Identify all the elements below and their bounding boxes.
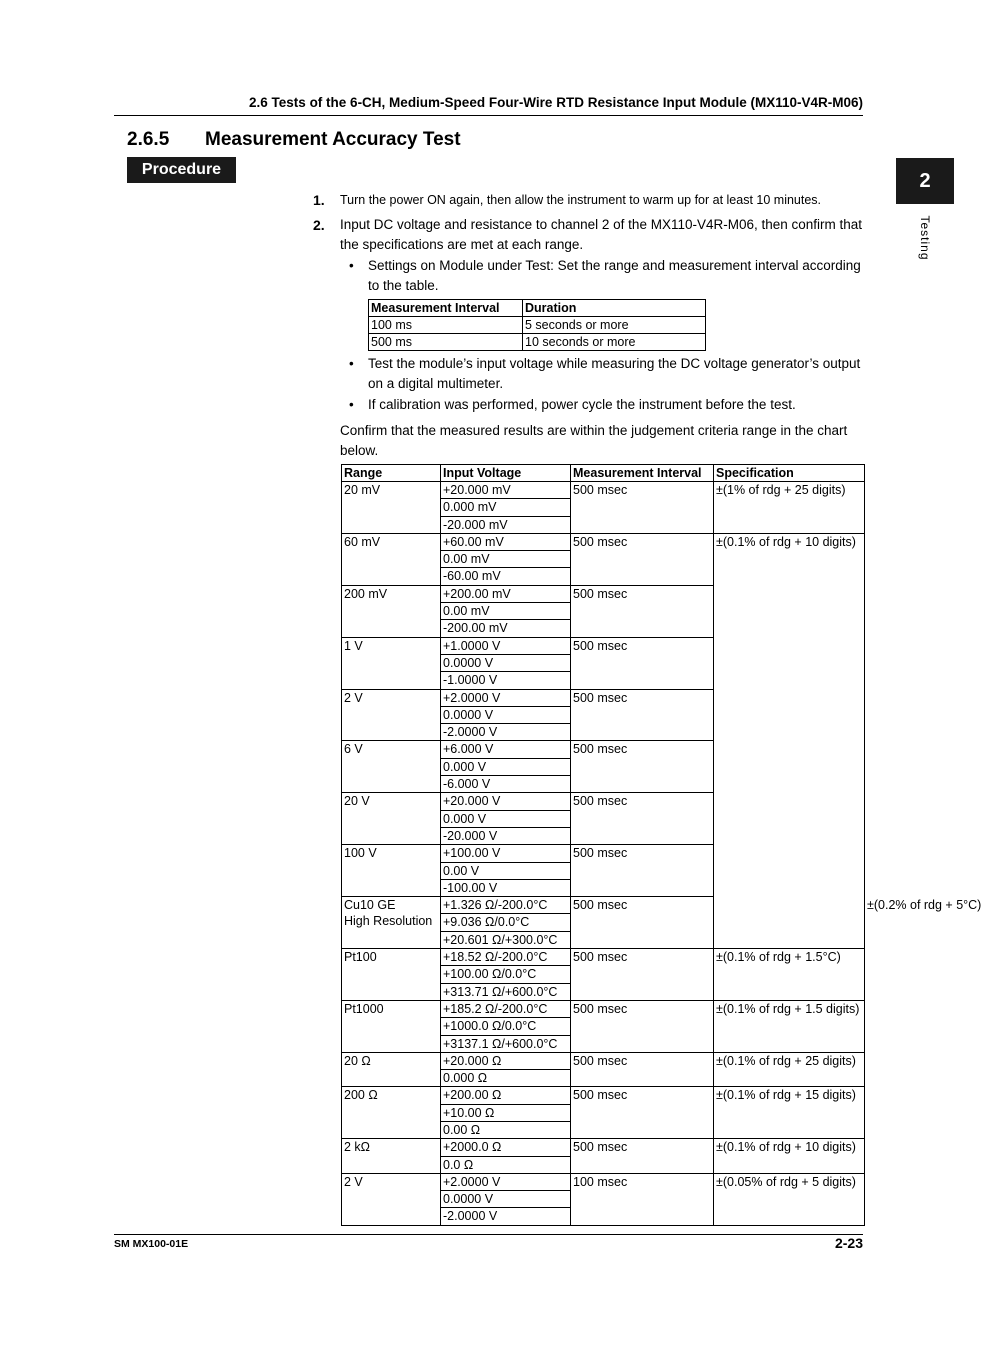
input-voltage-cell: +18.52 Ω/-200.0°C: [441, 949, 571, 966]
table-row: [342, 1087, 865, 1104]
input-voltage-cell: 0.00 V: [441, 862, 571, 879]
input-voltage-cell: +9.036 Ω/0.0°C: [441, 914, 571, 931]
range-line: 20 V: [344, 794, 370, 809]
table-header-cell: Input Voltage: [441, 465, 571, 482]
header-rule: [114, 115, 863, 116]
input-voltage-cell: 0.0 Ω: [441, 1156, 571, 1173]
input-voltage-cell: -100.00 V: [441, 879, 571, 896]
input-voltage-cell: -20.000 mV: [441, 516, 571, 533]
specification-cell: ±(0.1% of rdg + 10 digits): [714, 533, 865, 948]
specification-cell: ±(0.1% of rdg + 25 digits): [714, 1052, 865, 1087]
table-cell: 10 seconds or more: [523, 334, 706, 351]
range-line: 20 Ω: [344, 1053, 371, 1068]
specification-cell: ±(0.1% of rdg + 1.5 digits): [714, 1000, 865, 1052]
input-voltage-cell: +313.71 Ω/+600.0°C: [441, 983, 571, 1000]
interval-cell: 500 msec: [571, 585, 714, 637]
input-voltage-cell: -6.000 V: [441, 776, 571, 793]
input-voltage-cell: +20.601 Ω/+300.0°C: [441, 931, 571, 948]
input-voltage-cell: +6.000 V: [441, 741, 571, 758]
section-title: [127, 129, 461, 151]
step-text: Input DC voltage and resistance to channel 2 of the MX110-V4R-M06, then confirm that the specifications are met at each range.: [340, 217, 863, 252]
table-header-cell: Measurement Interval: [369, 300, 523, 317]
range-cell: [342, 1000, 441, 1052]
specification-cell: ±(0.1% of rdg + 15 digits): [714, 1087, 865, 1139]
input-voltage-cell: +20.000 mV: [441, 482, 571, 499]
input-voltage-cell: +200.00 Ω: [441, 1087, 571, 1104]
table-row: [342, 482, 865, 499]
footer-doc-id: SM MX100-01E: [114, 1238, 189, 1250]
section-number: 2.6.5: [127, 129, 170, 150]
input-voltage-cell: +2.0000 V: [441, 1173, 571, 1190]
range-line: 2 V: [344, 690, 363, 705]
input-voltage-cell: -200.00 mV: [441, 620, 571, 637]
range-line: Pt100: [344, 950, 377, 965]
bullet-dot: •: [349, 356, 354, 371]
input-voltage-cell: 0.000 V: [441, 810, 571, 827]
range-line: High Resolution: [344, 914, 433, 929]
interval-cell: 100 msec: [571, 1173, 714, 1225]
input-voltage-cell: 0.000 Ω: [441, 1070, 571, 1087]
procedure-label: Procedure: [127, 157, 236, 183]
input-voltage-cell: +1.326 Ω/-200.0°C: [441, 897, 571, 914]
range-cell: [342, 533, 441, 585]
interval-cell: 500 msec: [571, 1087, 714, 1139]
input-voltage-cell: -60.00 mV: [441, 568, 571, 585]
interval-table: [368, 299, 706, 351]
interval-cell: 500 msec: [571, 741, 714, 793]
accuracy-table: [341, 464, 981, 1226]
input-voltage-cell: +100.00 Ω/0.0°C: [441, 966, 571, 983]
table-header-cell: Measurement Interval: [571, 465, 714, 482]
table-header-cell: Specification: [714, 465, 865, 482]
input-voltage-cell: 0.000 mV: [441, 499, 571, 516]
range-line: 1 V: [344, 638, 363, 653]
range-cell: [342, 1052, 441, 1087]
input-voltage-cell: -2.0000 V: [441, 1208, 571, 1225]
section-title-text: Measurement Accuracy Test: [205, 129, 461, 150]
interval-cell: 500 msec: [571, 533, 714, 585]
table-row: [342, 1139, 865, 1156]
bullet-text: If calibration was performed, power cycle the instrument before the test.: [368, 397, 796, 412]
table-header-row: [342, 465, 865, 482]
interval-cell: 500 msec: [571, 482, 714, 534]
interval-cell: 500 msec: [571, 845, 714, 897]
interval-cell: 500 msec: [571, 1000, 714, 1052]
bullet-text: Settings on Module under Test: Set the range and measurement interval according to the table.: [368, 258, 861, 293]
input-voltage-cell: -2.0000 V: [441, 724, 571, 741]
input-voltage-cell: -20.000 V: [441, 827, 571, 844]
specification-cell: ±(1% of rdg + 25 digits): [714, 482, 865, 534]
table-row: [342, 1052, 865, 1069]
table-row: Cu10 GE High Resolution +1.326 Ω/-200.0°C 500 msec ±(0.2% of rdg + 5°C): [342, 897, 865, 914]
running-header: 2.6 Tests of the 6-CH, Medium-Speed Four-Wire RTD Resistance Input Module (MX110-V4R-M06): [249, 95, 863, 110]
range-line: 200 mV: [344, 586, 388, 601]
input-voltage-cell: 0.00 mV: [441, 603, 571, 620]
specification-cell: ±(0.05% of rdg + 5 digits): [714, 1173, 865, 1225]
interval-cell: 500 msec: [571, 897, 714, 949]
input-voltage-cell: 0.0000 V: [441, 706, 571, 723]
input-voltage-cell: +185.2 Ω/-200.0°C: [441, 1000, 571, 1017]
range-cell: [342, 1139, 441, 1174]
bullet-dot: •: [349, 397, 354, 412]
range-cell: [342, 637, 441, 689]
step-number: 1.: [313, 192, 325, 208]
table-row: [369, 334, 706, 351]
range-line: 6 V: [344, 742, 363, 757]
input-voltage-cell: +20.000 Ω: [441, 1052, 571, 1069]
range-cell: [342, 949, 441, 1001]
step-number: 2.: [313, 217, 325, 233]
chapter-tab-label: Testing: [918, 215, 932, 261]
chapter-tab-number: 2: [896, 158, 954, 204]
interval-cell: 500 msec: [571, 949, 714, 1001]
specification-cell: ±(0.1% of rdg + 1.5°C): [714, 949, 865, 1001]
range-line: 60 mV: [344, 534, 381, 549]
input-voltage-cell: 0.0000 V: [441, 1191, 571, 1208]
bullet-text: Test the module’s input voltage while measuring the DC voltage generator’s output on a digital multimeter.: [368, 356, 861, 391]
specification-cell: ±(0.1% of rdg + 10 digits): [714, 1139, 865, 1174]
input-voltage-cell: +1.0000 V: [441, 637, 571, 654]
range-line: Pt1000: [344, 1001, 384, 1016]
range-cell: [342, 1087, 441, 1139]
input-voltage-cell: +60.00 mV: [441, 533, 571, 550]
footer-rule: [114, 1234, 863, 1235]
range-line: 20 mV: [344, 483, 381, 497]
bullet-dot: •: [349, 258, 354, 273]
input-voltage-cell: +2000.0 Ω: [441, 1139, 571, 1156]
interval-cell: 500 msec: [571, 637, 714, 689]
input-voltage-cell: +10.00 Ω: [441, 1104, 571, 1121]
range-cell: [342, 1173, 441, 1225]
range-cell: [342, 482, 441, 534]
input-voltage-cell: +1000.0 Ω/0.0°C: [441, 1018, 571, 1035]
table-row: [342, 949, 865, 966]
table-row: [369, 317, 706, 334]
range-cell: [342, 741, 441, 793]
interval-cell: 500 msec: [571, 1052, 714, 1087]
range-line: 2 V: [344, 1174, 363, 1189]
range-cell: [342, 689, 441, 741]
range-line: 2 kΩ: [344, 1140, 371, 1155]
input-voltage-cell: 0.00 Ω: [441, 1121, 571, 1138]
interval-cell: 500 msec: [571, 793, 714, 845]
footer-page-number: 2-23: [834, 1235, 863, 1251]
table-header-row: [369, 300, 706, 317]
range-line: 100 V: [344, 846, 377, 861]
step-text: Turn the power ON again, then allow the instrument to warm up for at least 10 minutes.: [340, 193, 822, 207]
input-voltage-cell: 0.000 V: [441, 758, 571, 775]
table-cell: 100 ms: [369, 317, 523, 334]
confirm-paragraph: Confirm that the measured results are within the judgement criteria range in the chart below.: [340, 423, 848, 458]
table-row: [342, 1000, 865, 1017]
table-row: [342, 533, 865, 550]
input-voltage-cell: -1.0000 V: [441, 672, 571, 689]
table-row: [342, 1173, 865, 1190]
input-voltage-cell: +2.0000 V: [441, 689, 571, 706]
table-cell: 5 seconds or more: [523, 317, 706, 334]
interval-cell: 500 msec: [571, 689, 714, 741]
input-voltage-cell: +200.00 mV: [441, 585, 571, 602]
range-cell: [342, 897, 441, 949]
range-line: 200 Ω: [344, 1088, 378, 1103]
input-voltage-cell: 0.00 mV: [441, 551, 571, 568]
range-cell: [342, 793, 441, 845]
table-header-cell: Range: [342, 465, 441, 482]
interval-cell: 500 msec: [571, 1139, 714, 1174]
range-line: Cu10 GE: [344, 898, 396, 913]
range-cell: [342, 845, 441, 897]
input-voltage-cell: +20.000 V: [441, 793, 571, 810]
table-cell: 500 ms: [369, 334, 523, 351]
input-voltage-cell: +3137.1 Ω/+600.0°C: [441, 1035, 571, 1052]
input-voltage-cell: 0.0000 V: [441, 654, 571, 671]
input-voltage-cell: +100.00 V: [441, 845, 571, 862]
table-header-cell: Duration: [523, 300, 706, 317]
range-cell: [342, 585, 441, 637]
